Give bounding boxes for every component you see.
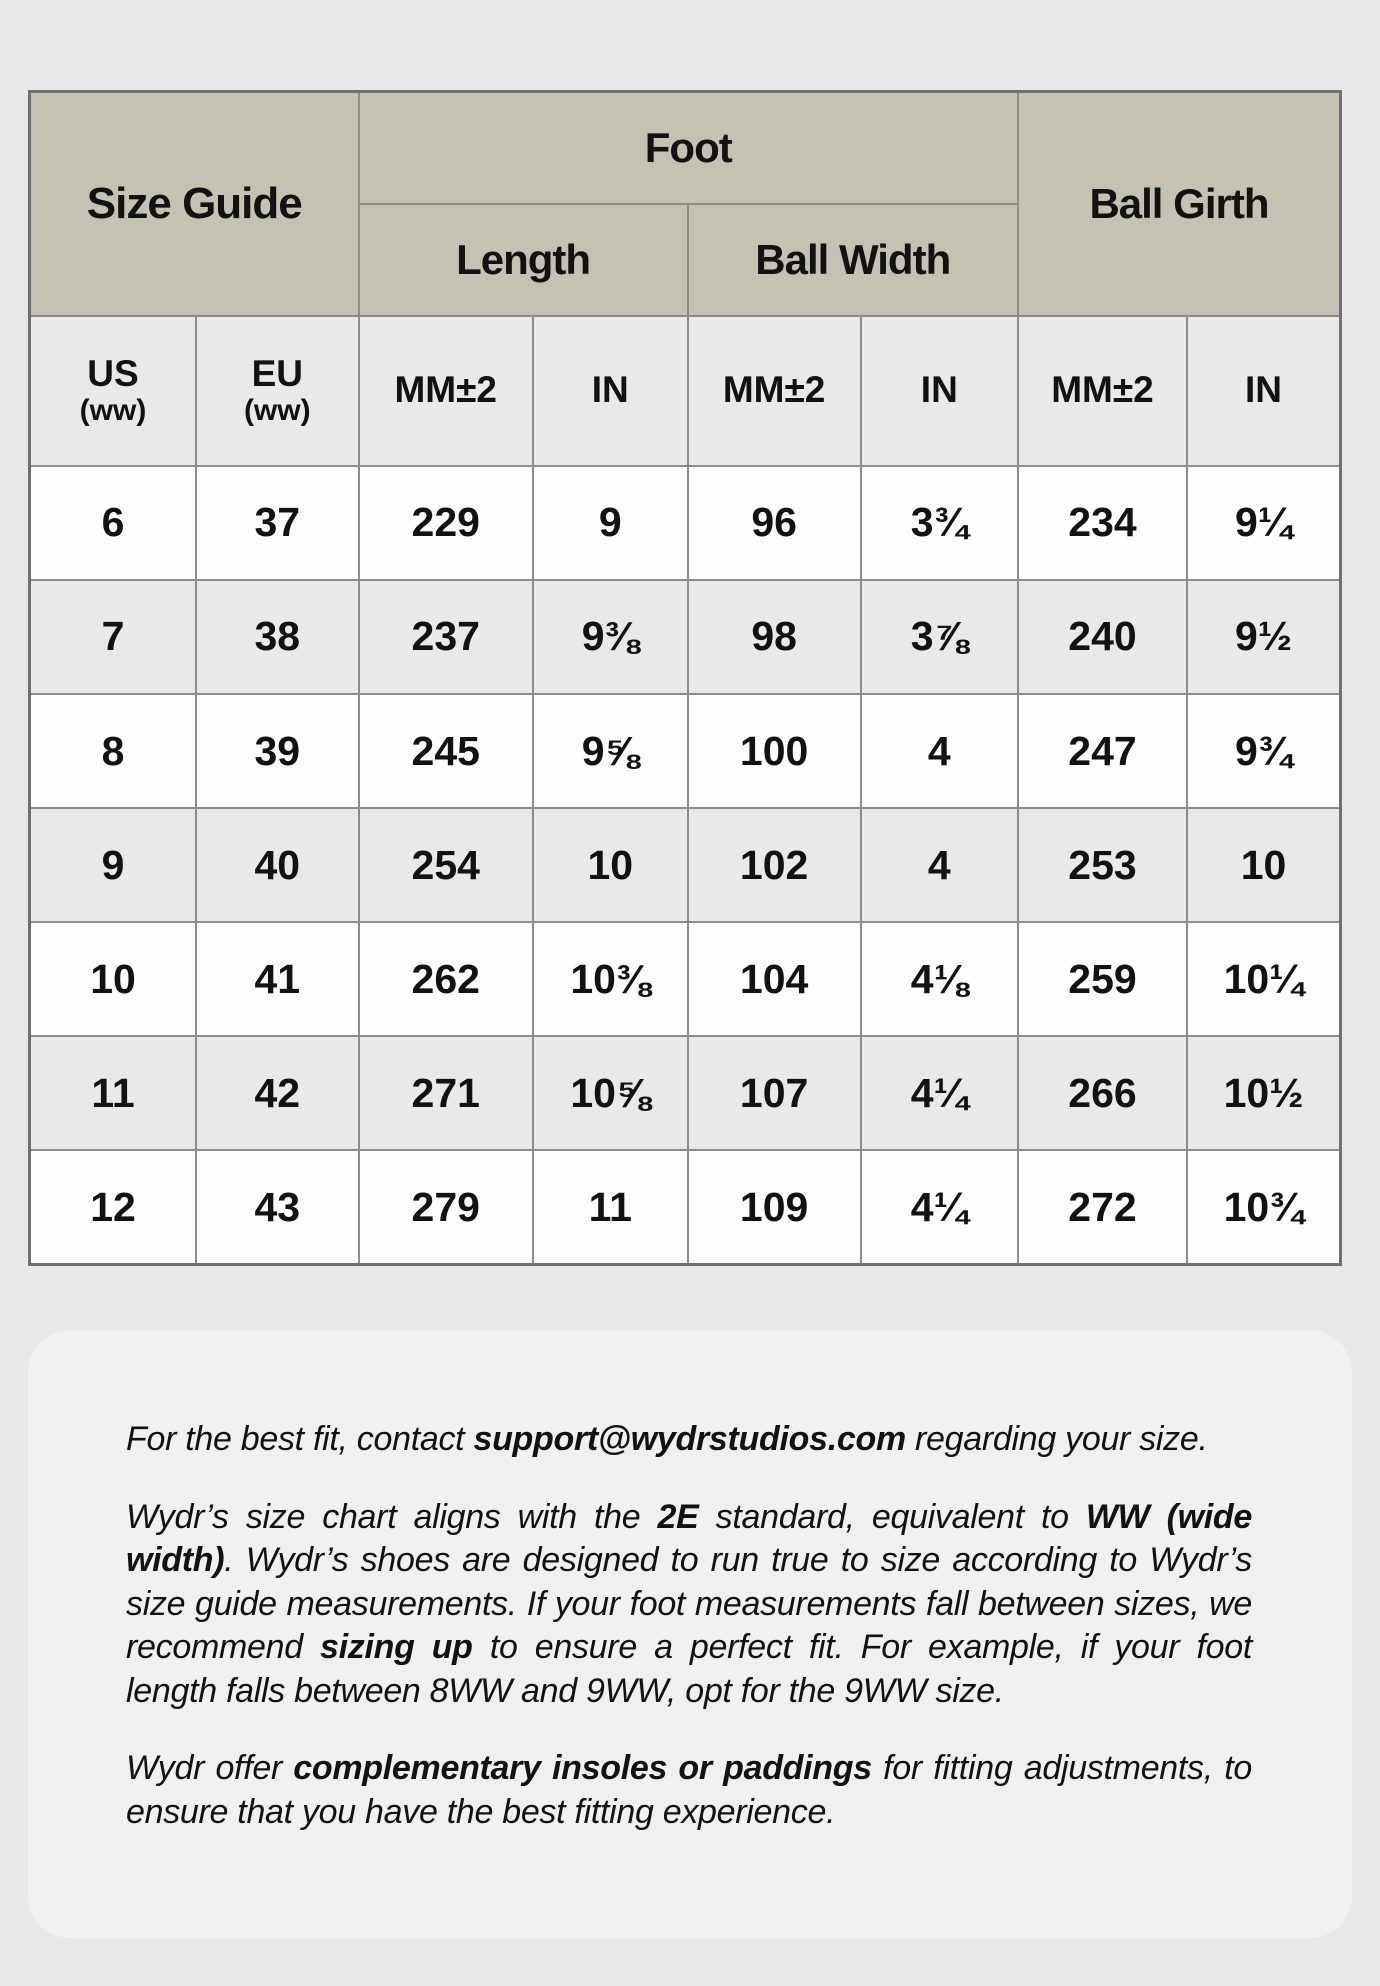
fit-notes-text <box>126 1418 1252 1834</box>
cell-ball-width-in-size-8: 4 <box>861 694 1018 808</box>
cell-foot-length-mm-size-9: 254 <box>359 808 533 922</box>
cell-us-size-6: 6 <box>30 466 196 580</box>
col-header-us: US (ww) <box>30 316 196 466</box>
cell-foot-length-mm-size-7: 237 <box>359 580 533 694</box>
cell-eu-size-7: 38 <box>196 580 359 694</box>
table-row-size-11 <box>30 1036 1341 1150</box>
cell-us-size-11: 11 <box>30 1036 196 1150</box>
cell-eu-size-12: 43 <box>196 1150 359 1264</box>
cell-us-size-8: 8 <box>30 694 196 808</box>
cell-foot-length-mm-size-8: 245 <box>359 694 533 808</box>
cell-ball-width-in-size-9: 4 <box>861 808 1018 922</box>
col-header-ball-width-mm: MM±2 <box>688 316 861 466</box>
cell-ball-width-mm-size-10: 104 <box>688 922 861 1036</box>
cell-foot-length-mm-size-11: 271 <box>359 1036 533 1150</box>
cell-foot-length-in-size-12: 11 <box>533 1150 688 1264</box>
col-header-eu: EU (ww) <box>196 316 359 466</box>
note-paragraph-2: Wydr’s size chart aligns with the 2E standard, equivalent to WW (wide width). Wydr’s shoes are designed to run true to size according to Wydr’s size guide measurements. If your foot measurements fall between sizes, we recommend sizing up to ensure a perfect fit. For example, if your foot length falls between 8WW and 9WW, opt for the 9WW size. <box>126 1497 1252 1710</box>
table-row-size-10 <box>30 922 1341 1036</box>
cell-eu-size-10: 41 <box>196 922 359 1036</box>
length-sub-header: Length <box>359 204 688 316</box>
col-header-foot-length-mm: MM±2 <box>359 316 533 466</box>
cell-ball-width-mm-size-6: 96 <box>688 466 861 580</box>
cell-eu-size-9: 40 <box>196 808 359 922</box>
cell-foot-length-in-size-6: 9 <box>533 466 688 580</box>
table-row-size-12 <box>30 1150 1341 1264</box>
table-row-size-6 <box>30 466 1341 580</box>
cell-ball-girth-mm-size-11: 266 <box>1018 1036 1187 1150</box>
cell-ball-width-in-size-7: 3⅞ <box>861 580 1018 694</box>
cell-foot-length-mm-size-6: 229 <box>359 466 533 580</box>
col-header-ball-girth-mm: MM±2 <box>1018 316 1187 466</box>
cell-ball-width-in-size-11: 4¼ <box>861 1036 1018 1150</box>
table-row-size-9 <box>30 808 1341 922</box>
col-header-ball-width-in: IN <box>861 316 1018 466</box>
cell-ball-width-in-size-6: 3¾ <box>861 466 1018 580</box>
cell-ball-girth-mm-size-10: 259 <box>1018 922 1187 1036</box>
size-guide-table <box>28 90 1342 1266</box>
cell-eu-size-6: 37 <box>196 466 359 580</box>
cell-ball-girth-mm-size-6: 234 <box>1018 466 1187 580</box>
cell-foot-length-mm-size-10: 262 <box>359 922 533 1036</box>
cell-ball-width-mm-size-9: 102 <box>688 808 861 922</box>
cell-ball-width-mm-size-7: 98 <box>688 580 861 694</box>
cell-eu-size-11: 42 <box>196 1036 359 1150</box>
cell-us-size-9: 9 <box>30 808 196 922</box>
cell-ball-width-mm-size-12: 109 <box>688 1150 861 1264</box>
table-row-size-7 <box>30 580 1341 694</box>
cell-us-size-12: 12 <box>30 1150 196 1264</box>
note-paragraph-3: Wydr offer complementary insoles or paddings for fitting adjustments, to ensure that you have the best fitting experience. <box>126 1749 1252 1831</box>
ball-girth-group-header: Ball Girth <box>1018 92 1341 316</box>
cell-ball-girth-mm-size-12: 272 <box>1018 1150 1187 1264</box>
cell-foot-length-mm-size-12: 279 <box>359 1150 533 1264</box>
cell-ball-girth-in-size-7: 9½ <box>1187 580 1340 694</box>
col-header-foot-length-in: IN <box>533 316 688 466</box>
size-guide-title: Size Guide <box>30 92 359 316</box>
cell-ball-width-mm-size-8: 100 <box>688 694 861 808</box>
cell-us-size-10: 10 <box>30 922 196 1036</box>
column-header-row <box>30 316 1341 466</box>
cell-eu-size-8: 39 <box>196 694 359 808</box>
cell-foot-length-in-size-7: 9⅜ <box>533 580 688 694</box>
cell-ball-width-in-size-12: 4¼ <box>861 1150 1018 1264</box>
cell-ball-girth-in-size-9: 10 <box>1187 808 1340 922</box>
cell-ball-width-mm-size-11: 107 <box>688 1036 861 1150</box>
cell-ball-girth-in-size-6: 9¼ <box>1187 466 1340 580</box>
col-header-ball-girth-in: IN <box>1187 316 1340 466</box>
cell-ball-girth-in-size-11: 10½ <box>1187 1036 1340 1150</box>
cell-ball-girth-mm-size-7: 240 <box>1018 580 1187 694</box>
cell-ball-girth-in-size-12: 10¾ <box>1187 1150 1340 1264</box>
note-paragraph-1: For the best fit, contact support@wydrstudios.com regarding your size. <box>126 1420 1208 1458</box>
foot-group-header: Foot <box>359 92 1018 204</box>
fit-notes-card <box>28 1330 1352 1938</box>
cell-ball-girth-in-size-10: 10¼ <box>1187 922 1340 1036</box>
ball-width-sub-header: Ball Width <box>688 204 1018 316</box>
cell-ball-girth-mm-size-9: 253 <box>1018 808 1187 922</box>
cell-foot-length-in-size-8: 9⅝ <box>533 694 688 808</box>
cell-ball-girth-in-size-8: 9¾ <box>1187 694 1340 808</box>
cell-foot-length-in-size-11: 10⅝ <box>533 1036 688 1150</box>
cell-us-size-7: 7 <box>30 580 196 694</box>
cell-ball-width-in-size-10: 4⅛ <box>861 922 1018 1036</box>
cell-ball-girth-mm-size-8: 247 <box>1018 694 1187 808</box>
cell-foot-length-in-size-9: 10 <box>533 808 688 922</box>
cell-foot-length-in-size-10: 10⅜ <box>533 922 688 1036</box>
table-row-size-8 <box>30 694 1341 808</box>
